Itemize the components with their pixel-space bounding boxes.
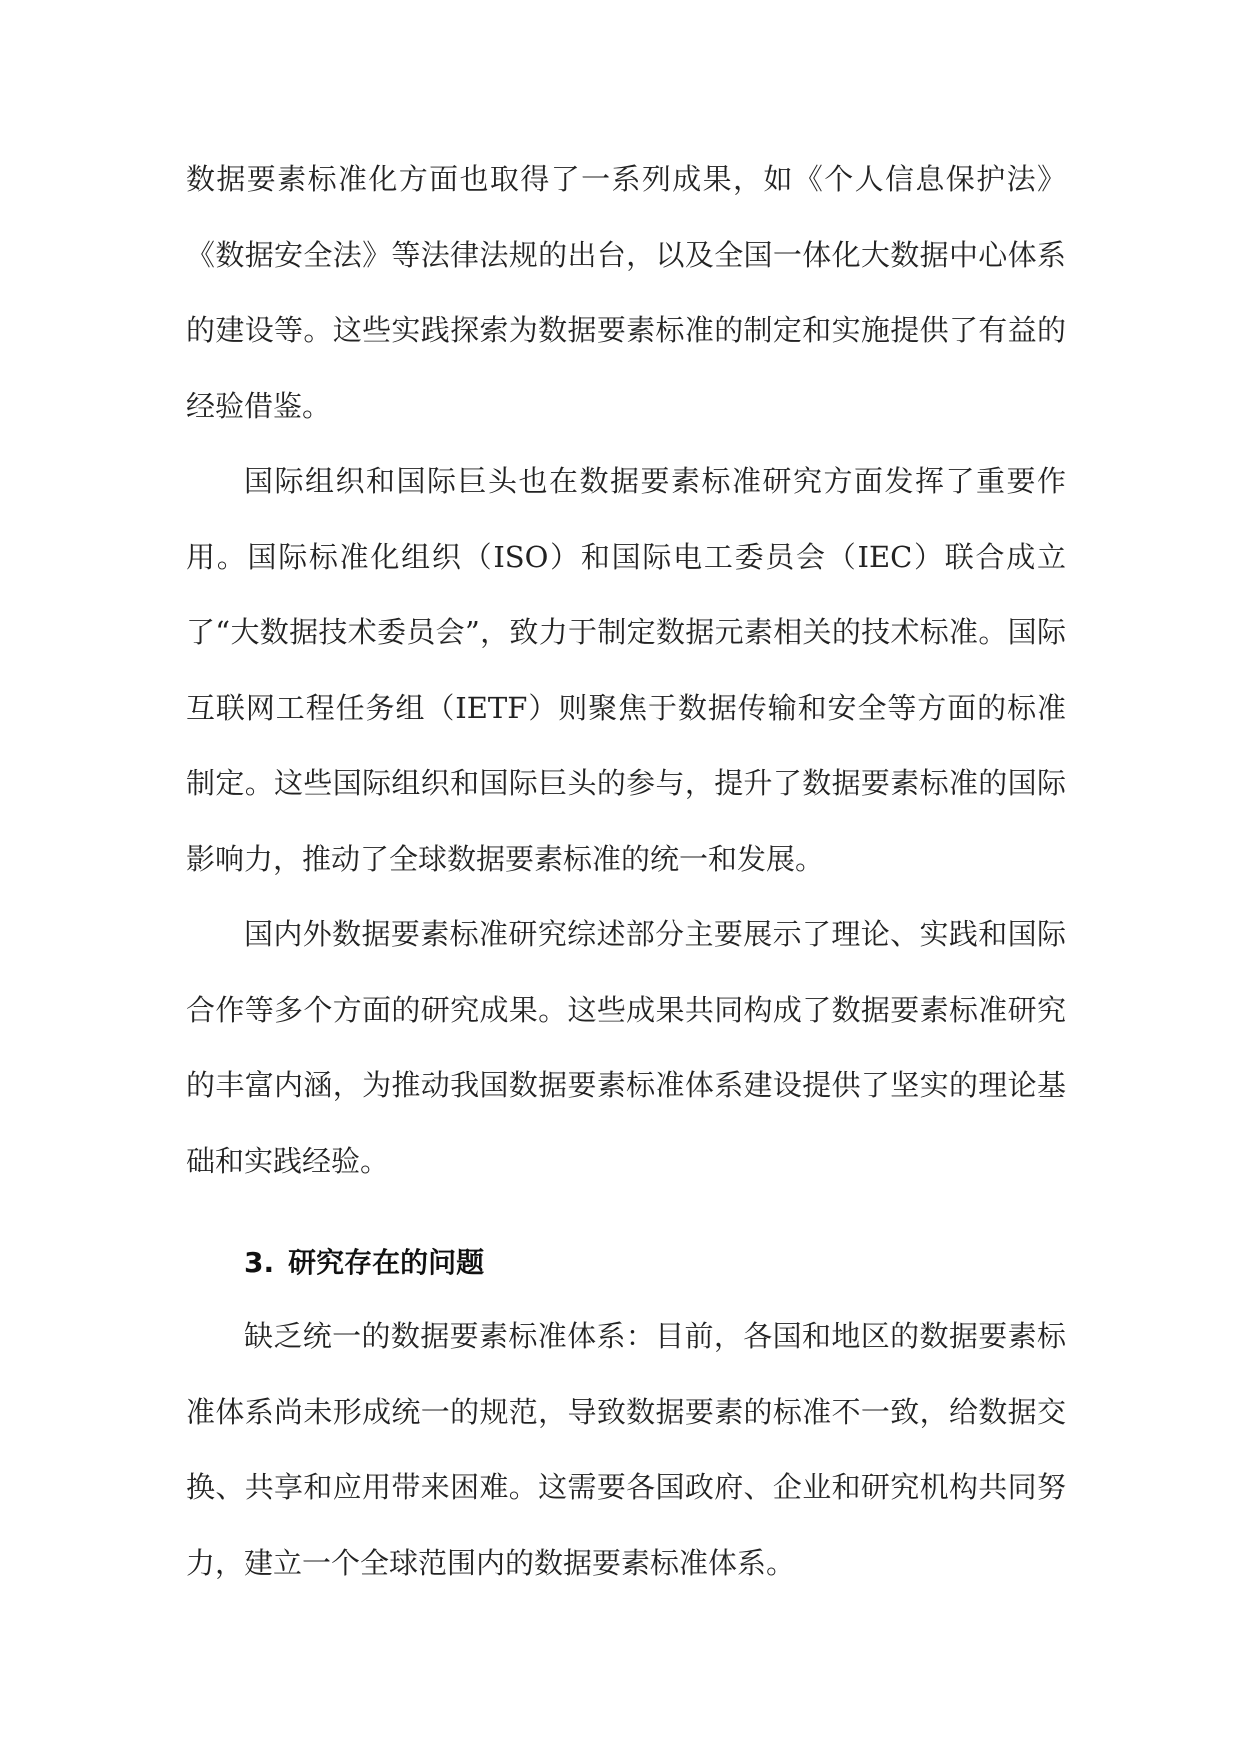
paragraph-legal-achievements: 数据要素标准化方面也取得了一系列成果，如《个人信息保护法》《数据安全法》等法律法规的出台，以及全国一体化大数据中心体系的建设等。这些实践探索为数据要素标准的制定和实施提供了有益的经验借鉴。 (186, 162, 1066, 423)
paragraph-international-organizations: 国际组织和国际巨头也在数据要素标准研究方面发挥了重要作用。国际标准化组织（ISO）和国际电工委员会（IEC）联合成立了“大数据技术委员会”，致力于制定数据元素相关的技术标准。国际互联网工程任务组（IETF）则聚焦于数据传输和安全等方面的标准制定。这些国际组织和国际巨头的参与，提升了数据要素标准的国际影响力，推动了全球数据要素标准的统一和发展。 (186, 464, 1066, 876)
document-body (186, 142, 1066, 1601)
paragraph-lack-of-unified-standard: 缺乏统一的数据要素标准体系：目前，各国和地区的数据要素标准体系尚未形成统一的规范，导致数据要素的标准不一致，给数据交换、共享和应用带来困难。这需要各国政府、企业和研究机构共同努力，建立一个全球范围内的数据要素标准体系。 (186, 1319, 1066, 1580)
section-title: 研究存在的问题 (288, 1246, 485, 1279)
section-number: 3. (244, 1246, 275, 1279)
paragraph-research-summary: 国内外数据要素标准研究综述部分主要展示了理论、实践和国际合作等多个方面的研究成果。这些成果共同构成了数据要素标准研究的丰富内涵，为推动我国数据要素标准体系建设提供了坚实的理论基础和实践经验。 (186, 917, 1066, 1178)
section-heading (186, 1227, 1066, 1299)
